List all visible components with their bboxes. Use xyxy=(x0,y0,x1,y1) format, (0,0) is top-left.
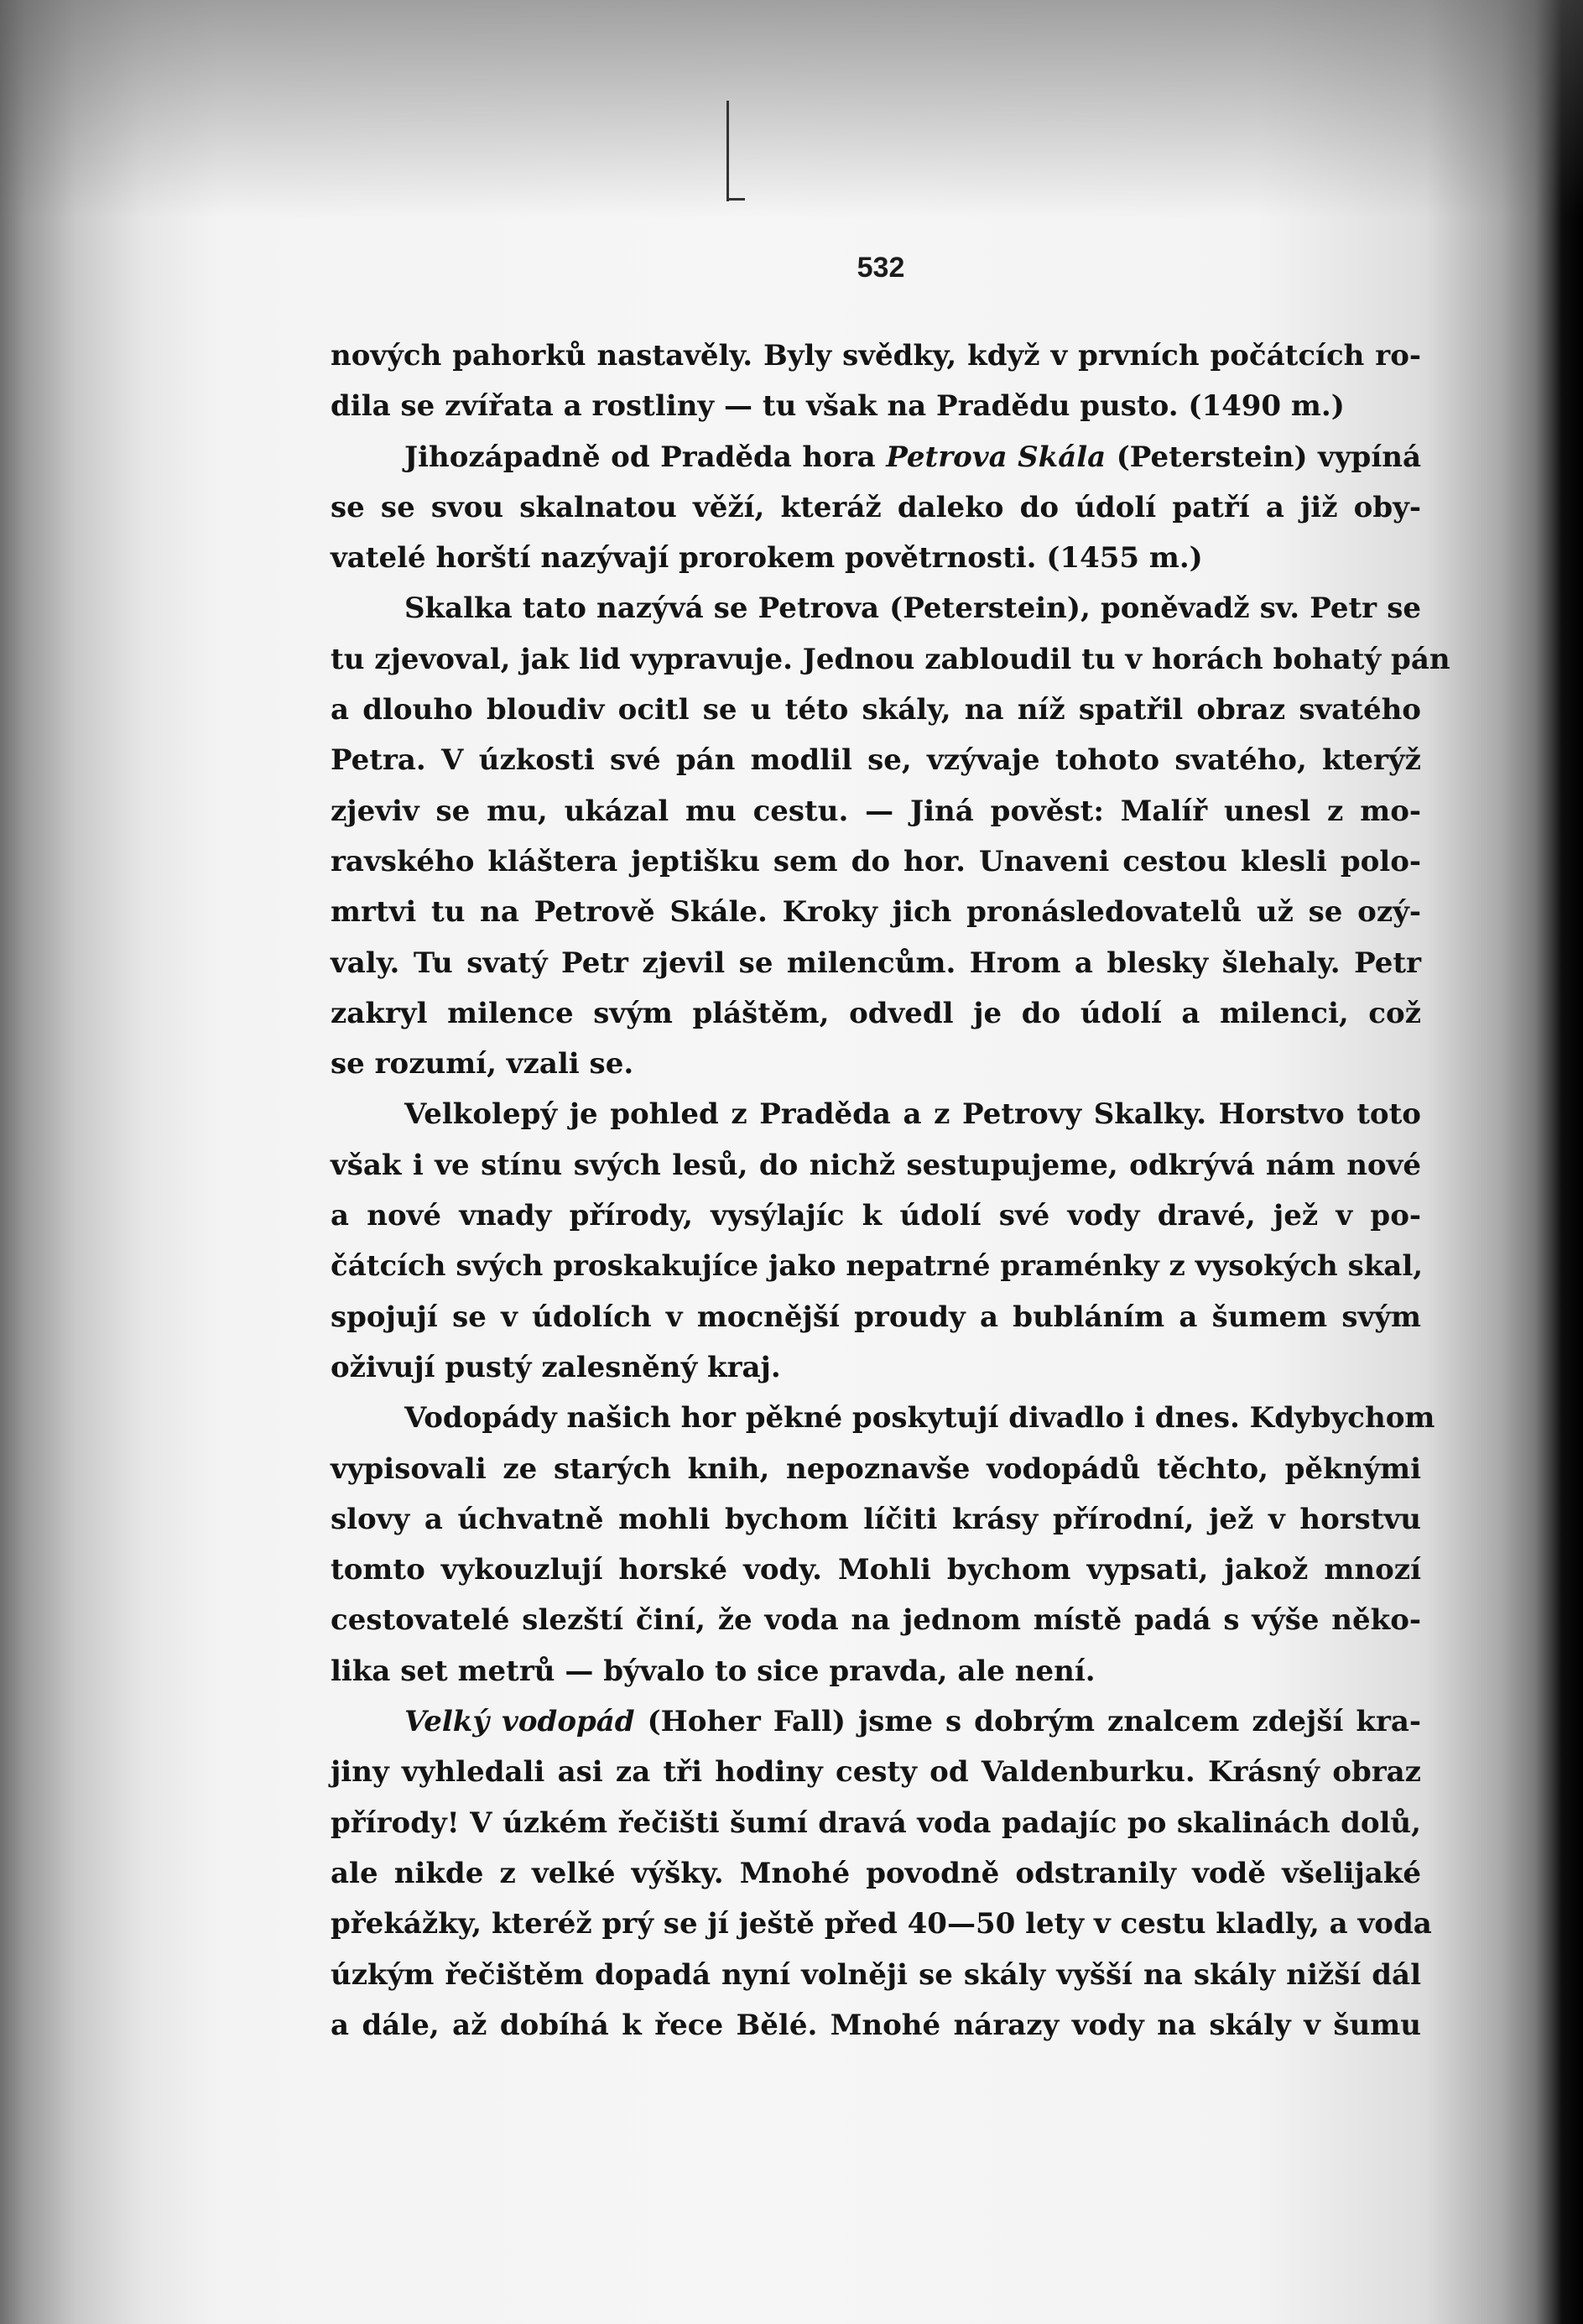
text-line: Jihozápadně od Praděda hora Petrova Skála (Peterstein) vypíná xyxy=(404,440,1421,474)
text-line: tu zjevoval, jak lid vypravuje. Jednou zabloudil tu v horách bohatý pán xyxy=(331,642,1450,676)
scan-mark-foot xyxy=(726,198,745,201)
text-line: oživují pustý zalesněný kraj. xyxy=(331,1350,781,1384)
text-line: cestovatelé slezští činí, že voda na jednom místě padá s výše něko- xyxy=(331,1603,1421,1638)
scan-shadow xyxy=(0,0,1583,218)
text-line: Skalka tato nazývá se Petrova (Peterstein), poněvadž sv. Petr se xyxy=(404,591,1421,626)
text-line: přírody! V úzkém řečišti šumí dravá voda padajíc po skalinách dolů, xyxy=(331,1806,1421,1840)
text-line: Petra. V úzkosti své pán modlil se, vzývaje tohoto svatého, kterýž xyxy=(331,743,1421,778)
italic-text: Petrova Skála xyxy=(886,440,1107,474)
text-line: a dále, až dobíhá k řece Bělé. Mnohé nárazy vody na skály v šumu xyxy=(331,2008,1421,2042)
text-line: úzkým řečištěm dopadá nyní volněji se skály vyšší na skály nižší dál xyxy=(331,1957,1421,1992)
text-line: ravského kláštera jeptišku sem do hor. Unaveni cestou klesli polo- xyxy=(331,844,1421,878)
text-line: tomto vykouzlují horské vody. Mohli bychom vypsati, jakož mnozí xyxy=(331,1553,1421,1587)
text-line: se rozumí, vzali se. xyxy=(331,1047,634,1081)
text-line: vatelé horští nazývají prorokem povětrnosti. (1455 m.) xyxy=(331,541,1203,576)
text-line: nových pahorků nastavěly. Byly svědky, když v prvních počátcích ro- xyxy=(331,339,1421,373)
text-line: Velký vodopád (Hoher Fall) jsme s dobrým znalcem zdejší kra- xyxy=(404,1705,1422,1739)
text-line: zjeviv se mu, ukázal mu cestu. — Jiná pověst: Malíř unesl z mo- xyxy=(331,794,1421,828)
text-line: Velkolepý je pohled z Praděda a z Petrovy Skalky. Horstvo toto xyxy=(404,1097,1421,1132)
text-line: ale nikde z velké výšky. Mnohé povodně odstranily vodě všelijaké xyxy=(331,1856,1421,1890)
italic-text: Velký vodopád xyxy=(404,1705,635,1739)
text-line: Vodopády našich hor pěkné poskytují divadlo i dnes. Kdybychom xyxy=(404,1401,1435,1436)
text-line: zakryl milence svým pláštěm, odvedl je do údolí a milenci, což xyxy=(331,996,1421,1030)
text-line: překážky, kteréž prý se jí ještě před 40—50 lety v cestu kladly, a voda xyxy=(331,1907,1432,1941)
text-line: však i ve stínu svých lesů, do nichž sestupujeme, odkrývá nám nové xyxy=(331,1148,1421,1182)
text-line: mrtvi tu na Petrově Skále. Kroky jich pronásledovatelů už se ozý- xyxy=(331,895,1421,930)
scan-mark xyxy=(726,101,729,201)
text-line: a nové vnady přírody, vysýlajíc k údolí své vody dravé, jež v po- xyxy=(331,1199,1421,1233)
text-line: lika set metrů — bývalo to sice pravda, ale není. xyxy=(331,1654,1096,1688)
page-number: 532 xyxy=(857,252,905,284)
text-line: a dlouho bloudiv ocitl se u této skály, na níž spatřil obraz svatého xyxy=(331,693,1421,727)
text-line: slovy a úchvatně mohli bychom líčiti krásy přírodní, jež v horstvu xyxy=(331,1502,1421,1536)
text-line: čátcích svých proskakujíce jako nepatrné praménky z vysokých skal, xyxy=(331,1249,1424,1284)
text-line: spojují se v údolích v mocnější proudy a bubláním a šumem svým xyxy=(331,1300,1421,1334)
text-line: dila se zvířata a rostliny — tu však na Pradědu pusto. (1490 m.) xyxy=(331,389,1345,424)
text-line: valy. Tu svatý Petr zjevil se milencům. Hrom a blesky šlehaly. Petr xyxy=(331,946,1421,980)
body-text xyxy=(331,331,1450,2050)
text-line: se se svou skalnatou věží, kteráž daleko do údolí patří a již oby- xyxy=(331,490,1421,524)
text-line: vypisovali ze starých knih, nepoznavše vodopádů těchto, pěknými xyxy=(331,1451,1421,1486)
text-line: jiny vyhledali asi za tři hodiny cesty od Valdenburku. Krásný obraz xyxy=(331,1755,1421,1790)
